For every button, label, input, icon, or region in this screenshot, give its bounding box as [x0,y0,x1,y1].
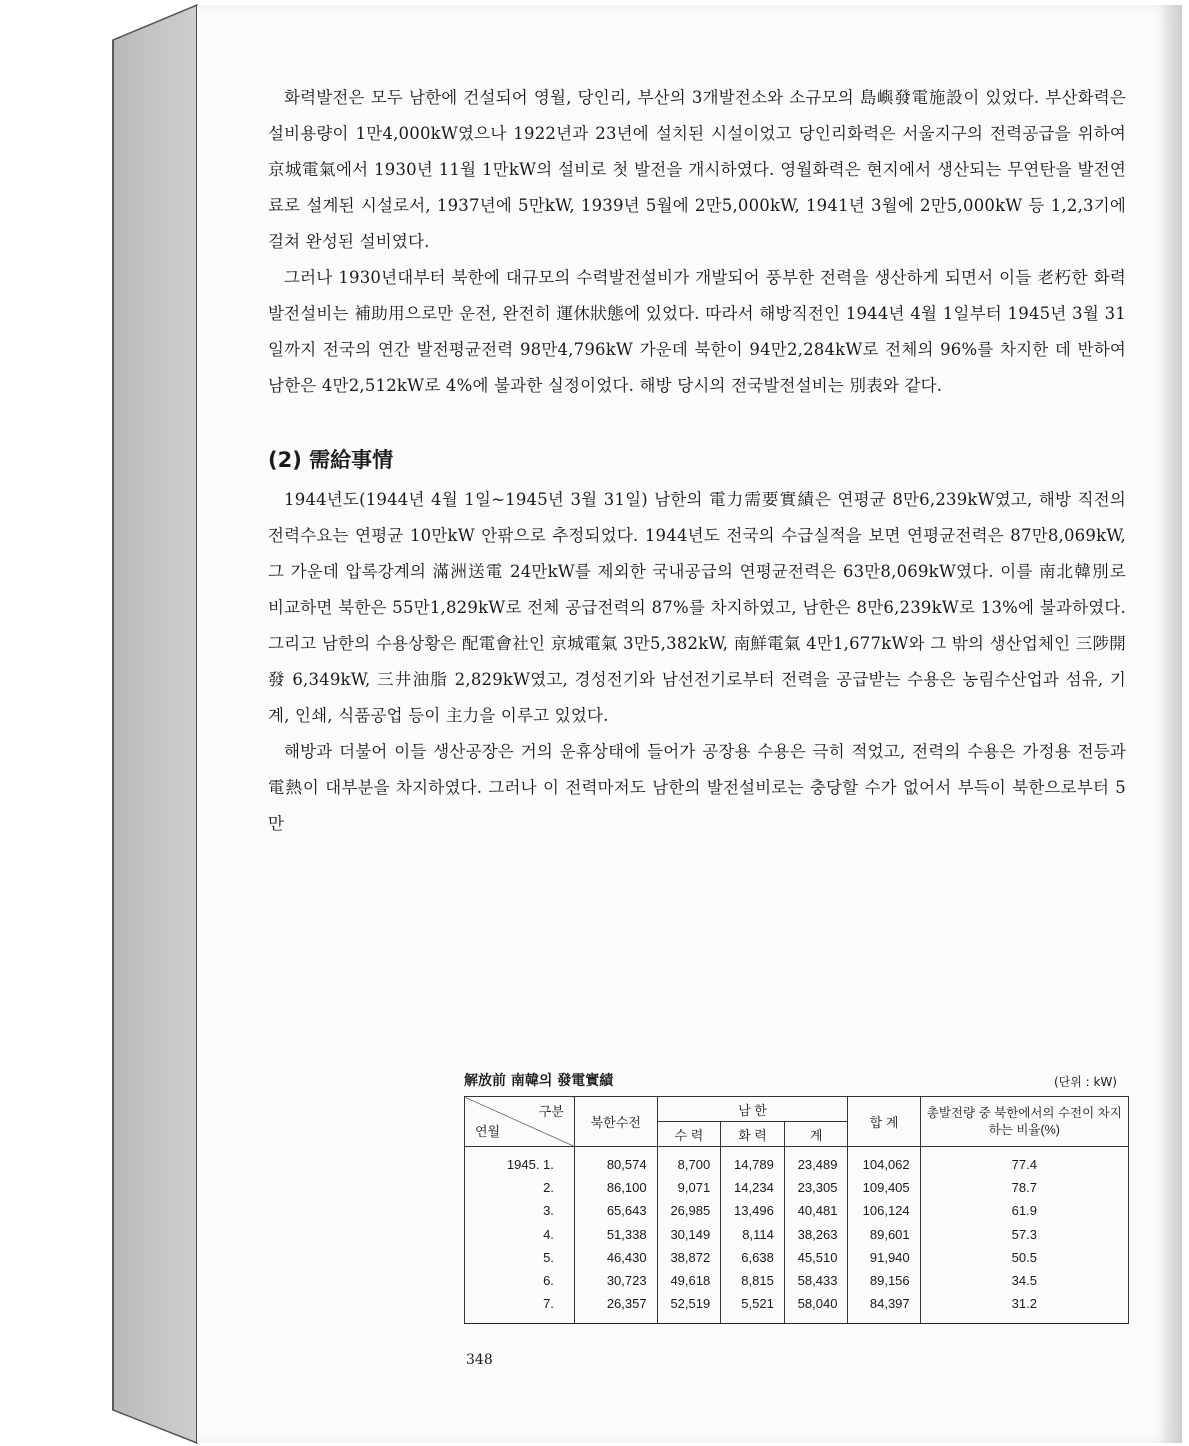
table-caption-row [464,1068,1129,1090]
table-row [465,1292,1129,1324]
header-subtotal: 계 [784,1122,848,1147]
cell-north: 51,338 [574,1223,657,1246]
cell-north: 86,100 [574,1176,657,1199]
cell-month: 2. [465,1176,575,1199]
cell-subtotal: 23,305 [784,1176,848,1199]
table-row [465,1199,1129,1222]
paragraph-demand-1944: 1944년도(1944년 4월 1일~1945년 3월 31일) 남한의 電力需要實績은 연평균 8만6,239kW였고, 해방 직전의 전력수요는 연평균 10만kW 안팎으로 추정되었다. 1944년도 전국의 수급실적을 보면 연평균전력은 87만8,069kW, 그 가운데 압록강계의 滿洲送電 24만kW를 제외한 국내공급의 연평균전력은 63만8,069kW였다. 이를 南北韓別로 비교하면 북한은 55만1,829kW로 전체 공급전력의 87%를 차지하였고, 남한은 8만6,239kW로 13%에 불과하였다. 그리고 남한의 수용상황은 配電會社인 京城電氣 3만5,382kW, 南鮮電氣 4만1,677kW와 그 밖의 생산업체인 三陟開發 6,349kW, 三井油脂 2,829kW였고, 경성전기와 남선전기로부터 전력을 공급받는 수용은 농림수산업과 섬유, 기계, 인쇄, 식품공업 등이 主力을 이루고 있었다. [268,490,1126,725]
cell-subtotal: 58,040 [784,1292,848,1324]
cell-subtotal: 38,263 [784,1223,848,1246]
cell-subtotal: 58,433 [784,1269,848,1292]
cell-total: 89,601 [848,1223,920,1246]
header-ratio: 총발전량 중 북한에서의 수전이 차지하는 비율(%) [920,1097,1128,1147]
cell-hydro: 26,985 [657,1199,721,1222]
cell-total: 84,397 [848,1292,920,1324]
cell-ratio: 61.9 [920,1199,1128,1222]
header-south: 남 한 [657,1097,848,1122]
cell-ratio: 34.5 [920,1269,1128,1292]
cell-month: 6. [465,1269,575,1292]
cell-month: 4. [465,1223,575,1246]
cell-thermal: 6,638 [721,1246,785,1269]
cell-total: 106,124 [848,1199,920,1222]
cell-month: 1945. 1. [465,1147,575,1177]
table-row [465,1269,1129,1292]
header-north-supply: 북한수전 [574,1097,657,1147]
cell-north: 26,357 [574,1292,657,1324]
cell-hydro: 49,618 [657,1269,721,1292]
table-row [465,1246,1129,1269]
generation-table [464,1096,1129,1324]
cell-north: 46,430 [574,1246,657,1269]
cell-north: 30,723 [574,1269,657,1292]
cell-subtotal: 45,510 [784,1246,848,1269]
cell-month: 7. [465,1292,575,1324]
paragraph-thermal-power: 화력발전은 모두 남한에 건설되어 영월, 당인리, 부산의 3개발전소와 소규모의 島嶼發電施設이 있었다. 부산화력은 설비용량이 1만4,000kW였으나 1922년과 23년에 설치된 시설이었고 당인리화력은 서울지구의 전력공급을 위하여 京城電氣에서 1930년 11월 1만kW의 설비로 첫 발전을 개시하였다. 영월화력은 현지에서 생산되는 무연탄을 발전연료로 설계된 시설로서, 1937년에 5만kW, 1939년 5월에 2만5,000kW, 1941년 3월에 2만5,000kW 등 1,2,3기에 걸쳐 완성된 설비였다. [268,88,1126,251]
header-hydro: 수 력 [657,1122,721,1147]
table-row [465,1176,1129,1199]
cell-hydro: 9,071 [657,1176,721,1199]
table-row [465,1223,1129,1246]
cell-month: 5. [465,1246,575,1269]
cell-hydro: 52,519 [657,1292,721,1324]
header-total: 합 계 [848,1097,920,1147]
section-heading: (2) 需給事情 [268,448,394,472]
cell-total: 89,156 [848,1269,920,1292]
cell-ratio: 57.3 [920,1223,1128,1246]
header-division: 구분 [538,1104,564,1119]
cell-thermal: 14,234 [721,1176,785,1199]
cell-ratio: 31.2 [920,1292,1128,1324]
table-row [465,1147,1129,1177]
cell-thermal: 5,521 [721,1292,785,1324]
paragraph-after-liberation: 해방과 더불어 이들 생산공장은 거의 운휴상태에 들어가 공장용 수용은 극히 적었고, 전력의 수용은 가정용 전등과 電熱이 대부분을 차지하였다. 그러나 이 전력마저도 남한의 발전설비로는 충당할 수가 없어서 부득이 북한으로부터 5만 [268,742,1126,833]
body-text [268,80,1126,842]
header-year-month: 연월 [475,1124,501,1139]
header-division-corner [465,1097,575,1147]
cell-ratio: 77.4 [920,1147,1128,1177]
cell-ratio: 78.7 [920,1176,1128,1199]
cell-thermal: 14,789 [721,1147,785,1177]
cell-hydro: 30,149 [657,1223,721,1246]
cell-month: 3. [465,1199,575,1222]
cell-subtotal: 40,481 [784,1199,848,1222]
page-number: 348 [466,1352,493,1368]
cell-thermal: 8,114 [721,1223,785,1246]
cell-total: 91,940 [848,1246,920,1269]
cell-subtotal: 23,489 [784,1147,848,1177]
cell-north: 65,643 [574,1199,657,1222]
cell-hydro: 38,872 [657,1246,721,1269]
cell-ratio: 50.5 [920,1246,1128,1269]
cell-total: 104,062 [848,1147,920,1177]
cell-north: 80,574 [574,1147,657,1177]
cell-hydro: 8,700 [657,1147,721,1177]
cell-thermal: 8,815 [721,1269,785,1292]
table-unit: (단위 : kW) [1053,1075,1117,1089]
cell-thermal: 13,496 [721,1199,785,1222]
table-title: 解放前 南韓의 發電實績 [464,1073,614,1089]
paragraph-hydro-development: 그러나 1930년대부터 북한에 대규모의 수력발전설비가 개발되어 풍부한 전력을 생산하게 되면서 이들 老朽한 화력발전설비는 補助用으로만 운전, 완전히 運休狀態에 있었다. 따라서 해방직전인 1944년 4월 1일부터 1945년 3월 31일까지 전국의 연간 발전평균전력 98만4,796kW 가운데 북한이 94만2,284kW로 전체의 96%를 차지한 데 반하여 남한은 4만2,512kW로 4%에 불과한 실정이었다. 해방 당시의 전국발전설비는 別表와 같다. [268,268,1126,395]
header-thermal: 화 력 [721,1122,785,1147]
page-edge-shadow [1156,5,1182,1443]
cell-total: 109,405 [848,1176,920,1199]
generation-table-area [464,1068,1129,1324]
